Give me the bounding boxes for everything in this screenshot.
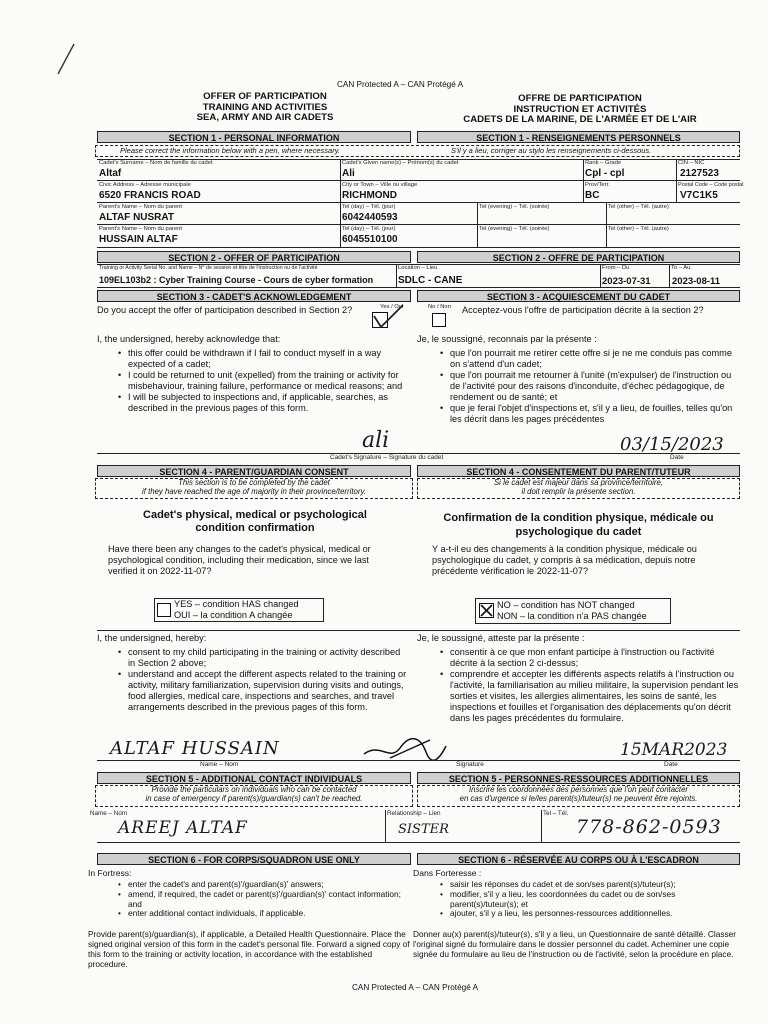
cadet-signature-date: 03/15/2023 bbox=[620, 434, 724, 455]
s4-heading-fr: Confirmation de la condition physique, médicale ou psychologique du cadet bbox=[443, 512, 714, 538]
parent1-label: Parent's Name – Nom du parent bbox=[99, 204, 182, 210]
s6-bullets-fr: • saisir les réponses du cadet et de son/ses parent(s)/tuteur(s); • modifier, s'il y a lieu, les coordonnées du cadet ou de son/ses parent(s)/tuteur(s); et • ajouter, s'il y a lieu, les personnes-ressources additionnelles. bbox=[440, 880, 740, 919]
s4-date-label: Date bbox=[664, 761, 678, 768]
cin-label: CIN – NIC bbox=[678, 160, 705, 166]
section4-title-fr: SECTION 4 - CONSENTEMENT DU PARENT/TUTEUR bbox=[417, 465, 740, 477]
to-label: To – Au bbox=[671, 265, 691, 271]
to-value: 2023-08-11 bbox=[672, 276, 721, 287]
parent2-tel-other-label: Tel (other) – Tél. (autre) bbox=[608, 226, 669, 232]
s3-intro-fr: Je, le soussigné, reconnais par la présente : bbox=[417, 334, 597, 344]
location-label: Location – Lieu bbox=[398, 265, 438, 271]
course-value: 109EL103b2 : Cyber Training Course - Cours de cyber formation bbox=[99, 275, 374, 285]
parent2-tel-eve-label: Tel (evening) – Tél. (soirée) bbox=[479, 226, 550, 232]
s3-question-fr: Acceptez-vous l'offre de participation décrite à la section 2? bbox=[462, 305, 704, 315]
pen-mark bbox=[50, 40, 80, 80]
parent2-label: Parent's Name – Nom du parent bbox=[99, 226, 182, 232]
from-value: 2023-07-31 bbox=[602, 276, 651, 287]
parent1-tel-day-label: Tel (day) – Tél. (jour) bbox=[342, 204, 396, 210]
s4-heading-en: Cadet's physical, medical or psychological condition confirmation bbox=[143, 509, 367, 534]
s4-bullets-en: • consent to my child participating in the training or activity described in Section 2 above; • understand and accept the different aspects related to the training or activity, military familiarization, supervision during visits and outings, food allergies, medical care, inspections and searches, and travel arrangements described in the previous pages of this form. bbox=[118, 647, 408, 713]
s6-intro-en: In Fortress: bbox=[88, 868, 132, 878]
form-title-en: OFFER OF PARTICIPATION TRAINING AND ACTIVITIES SEA, ARMY AND AIR CADETS bbox=[196, 91, 334, 123]
s6-paragraph-en: Provide parent(s)/guardian(s), if applicable, a Detailed Health Questionnaire. Place the signed original version of this form in the cadet's personal file. Forward a signed copy of this form to the training or activity location, in accordance with the established procedure. bbox=[88, 929, 410, 969]
s4-intro-fr: Je, le soussigné, atteste par la présente : bbox=[417, 633, 585, 643]
parent2-value: HUSSAIN ALTAF bbox=[99, 234, 178, 245]
parent2-tel-day-label: Tel (day) – Tél. (jour) bbox=[342, 226, 396, 232]
s4-no-label: NO – condition has NOT changed NON – la condition n'a PAS changée bbox=[497, 600, 647, 621]
rank-label: Rank – Grade bbox=[585, 160, 622, 166]
s4-yes-checkbox[interactable] bbox=[157, 603, 171, 617]
s3-bullets-en: • this offer could be withdrawn if I fail to conduct myself in a way expected of a cadet; • I could be returned to unit (expelled) from the training or activity for misbehaviour, training failure, performance or medical reasons; and • I will be subjected to inspections and, if applicable, searches, as described in the previous pages of this form. bbox=[118, 348, 408, 414]
location-value: SDLC - CANE bbox=[398, 275, 463, 286]
parent1-tel-eve-label: Tel (evening) – Tél. (soirée) bbox=[479, 204, 550, 210]
form-title-fr: OFFRE DE PARTICIPATION INSTRUCTION ET ACTIVITÉS CADETS DE LA MARINE, DE L'ARMÉE ET DE L'AIR bbox=[463, 93, 697, 125]
s4-question-en: Have there been any changes to the cadet's physical, medical or psychological condition, including their medication, since we last verified it on 2022-11-07? bbox=[108, 544, 371, 576]
s3-bullets-fr: • que l'on pourrait me retirer cette offre si je ne me conduis pas comme on s'attend d'un cadet; • que l'on pourrait me retourner à l'unité (m'expulser) de l'instruction ou de l'activité pour des raisons d'inconduite, d'échec pédagogique, de rendement ou de santé; et • que je ferai l'objet d'inspections et, s'il y a lieu, de fouilles, telles qu'on les décrit dans les pages précédentes bbox=[440, 348, 740, 425]
cadet-signature: ali bbox=[362, 428, 390, 453]
course-label: Training or Activity Serial No. and Name – N° de session et titre de l'instruction ou de l'activité bbox=[99, 265, 318, 271]
section5-title-en: SECTION 5 - ADDITIONAL CONTACT INDIVIDUALS bbox=[97, 772, 411, 784]
section3-title-en: SECTION 3 - CADET'S ACKNOWLEDGEMENT bbox=[97, 290, 411, 302]
s5-name-label: Name – Nom bbox=[90, 810, 128, 817]
contact-name-handwritten: AREEJ ALTAF bbox=[118, 818, 248, 838]
s4-yes-label: YES – condition HAS changed OUI – la condition A changée bbox=[174, 599, 299, 620]
given-name-label: Cadet's Given name(s) – Prénom(s) du cadet bbox=[342, 160, 459, 166]
postal-value: V7C1K5 bbox=[680, 190, 718, 201]
section1-title-fr: SECTION 1 - RENSEIGNEMENTS PERSONNELS bbox=[417, 131, 740, 143]
s4-name-label: Name – Nom bbox=[200, 761, 239, 768]
s3-intro-en: I, the undersigned, hereby acknowledge that: bbox=[97, 334, 281, 344]
s5-relationship-label: Relationship – Lien bbox=[387, 810, 441, 817]
s3-question-en: Do you accept the offer of participation described in Section 2? bbox=[97, 305, 353, 315]
parent-name-handwritten: ALTAF HUSSAIN bbox=[110, 738, 280, 759]
parent1-tel-other-label: Tel (other) – Tél. (autre) bbox=[608, 204, 669, 210]
section6-title-en: SECTION 6 - FOR CORPS/SQUADRON USE ONLY bbox=[97, 853, 411, 865]
s5-tel-label: Tel – Tél. bbox=[543, 810, 569, 817]
s6-bullets-en: • enter the cadet's and parent(s)'/guardian(s)' answers; • amend, if required, the cadet or parent(s)'/guardian(s)' contact information; and • enter additional contact individuals, if applicable. bbox=[118, 880, 408, 919]
s4-signature-label: Signature bbox=[456, 761, 484, 768]
s4-question-fr: Y a-t-il eu des changements à la condition physique, médicale ou psychologique du cadet, y compris à sa médication, depuis notre précédente vérification le 2022-11-07? bbox=[432, 544, 697, 576]
s4-no-check-x-icon bbox=[479, 603, 494, 618]
cadet-date-label: Date bbox=[670, 454, 684, 461]
section1-note: Please correct the information below with a pen, where necessary. S'il y a lieu, corriger au stylo les renseignements ci-dessous. bbox=[95, 145, 740, 157]
given-name-value: Ali bbox=[342, 168, 355, 179]
section6-title-fr: SECTION 6 - RÉSERVÉE AU CORPS OU À L'ESCADRON bbox=[417, 853, 740, 865]
section2-title-en: SECTION 2 - OFFER OF PARTICIPATION bbox=[97, 251, 411, 263]
address-label: Civic Address – Adresse municipale bbox=[99, 182, 191, 188]
s6-paragraph-fr: Donner au(x) parent(s)/tuteur(s), s'il y a lieu, un Questionnaire de santé détaillé. Classer l'original signé du formulaire dans le dossier personnel du cadet. Acheminer une copie signée du formulaire au lieu de l'instruction ou de l'activité, selon la procédure en place. bbox=[413, 929, 737, 959]
section3-title-fr: SECTION 3 - ACQUIESCEMENT DU CADET bbox=[417, 290, 740, 302]
address-value: 6520 FRANCIS ROAD bbox=[99, 190, 201, 201]
s3-no-checkbox[interactable] bbox=[432, 313, 446, 327]
s6-intro-fr: Dans Forteresse : bbox=[413, 868, 482, 878]
parent2-tel-day: 6045510100 bbox=[342, 234, 398, 245]
protected-marking-top: CAN Protected A – CAN Protégé A bbox=[336, 80, 464, 89]
city-label: City or Town – Ville ou village bbox=[342, 182, 418, 188]
contact-tel-handwritten: 778-862-0593 bbox=[576, 816, 722, 838]
section5-title-fr: SECTION 5 - PERSONNES-RESSOURCES ADDITIONNELLES bbox=[417, 772, 740, 784]
section4-title-en: SECTION 4 - PARENT/GUARDIAN CONSENT bbox=[97, 465, 411, 477]
section1-title-en: SECTION 1 - PERSONAL INFORMATION bbox=[97, 131, 411, 143]
parent1-tel-day: 6042440593 bbox=[342, 212, 398, 223]
section4-note-en: This section is to be completed by the cadet if they have reached the age of majority in their province/territory. bbox=[95, 478, 413, 499]
from-label: From – Du bbox=[602, 265, 630, 271]
cadet-signature-label: Cadet's Signature – Signature du cadet bbox=[330, 454, 444, 461]
parent-date-handwritten: 15MAR2023 bbox=[620, 740, 728, 760]
s4-bullets-fr: • consentir à ce que mon enfant participe à l'instruction ou l'activité décrite à la section 2 ci-dessus; • comprendre et accepter les différents aspects relatifs à l'instruction ou l'activité, la familiarisation au milieu militaire, la supervision pendant les sorties et visites, les allergies alimentaires, les soins de santé, les inspections et fouilles et l'organisation des déplacements qu'on décrit dans les pages précédentes du formulaire. bbox=[440, 647, 740, 724]
surname-label: Cadet's Surname – Nom de famille du cadet bbox=[99, 160, 213, 166]
prov-label: Prov/Terr. bbox=[585, 182, 610, 188]
prov-value: BC bbox=[585, 190, 600, 201]
section5-note-fr: Inscrire les coordonnées des personnes que l'on peut contacter en cas d'urgence si le/les parent(s)/tuteur(s) ne peuvent être rejoints. bbox=[417, 785, 740, 807]
contact-relationship-handwritten: SISTER bbox=[398, 822, 449, 837]
section5-note-en: Provide the particulars on individuals who can be contacted in case of emergency if parent(s)/guardian(s) can't be reached. bbox=[95, 785, 413, 807]
s3-yes-label: Yes / Oui bbox=[380, 304, 404, 310]
s3-no-label: No / Non bbox=[428, 304, 451, 310]
protected-marking-bottom: CAN Protected A – CAN Protégé A bbox=[351, 983, 479, 992]
city-value: RICHMOND bbox=[342, 190, 397, 201]
s3-yes-checkmark bbox=[369, 302, 409, 332]
section2-title-fr: SECTION 2 - OFFRE DE PARTICIPATION bbox=[417, 251, 740, 263]
section4-note-fr: Si le cadet est majeur dans sa province/territoire, il doit remplir la présente section. bbox=[417, 478, 740, 499]
postal-label: Postal Code – Code postal bbox=[678, 182, 744, 188]
cin-value: 2127523 bbox=[680, 168, 719, 179]
surname-value: Altaf bbox=[99, 168, 122, 179]
rank-value: Cpl - cpl bbox=[585, 168, 625, 179]
parent1-value: ALTAF NUSRAT bbox=[99, 212, 174, 223]
s4-intro-en: I, the undersigned, hereby: bbox=[97, 633, 207, 643]
